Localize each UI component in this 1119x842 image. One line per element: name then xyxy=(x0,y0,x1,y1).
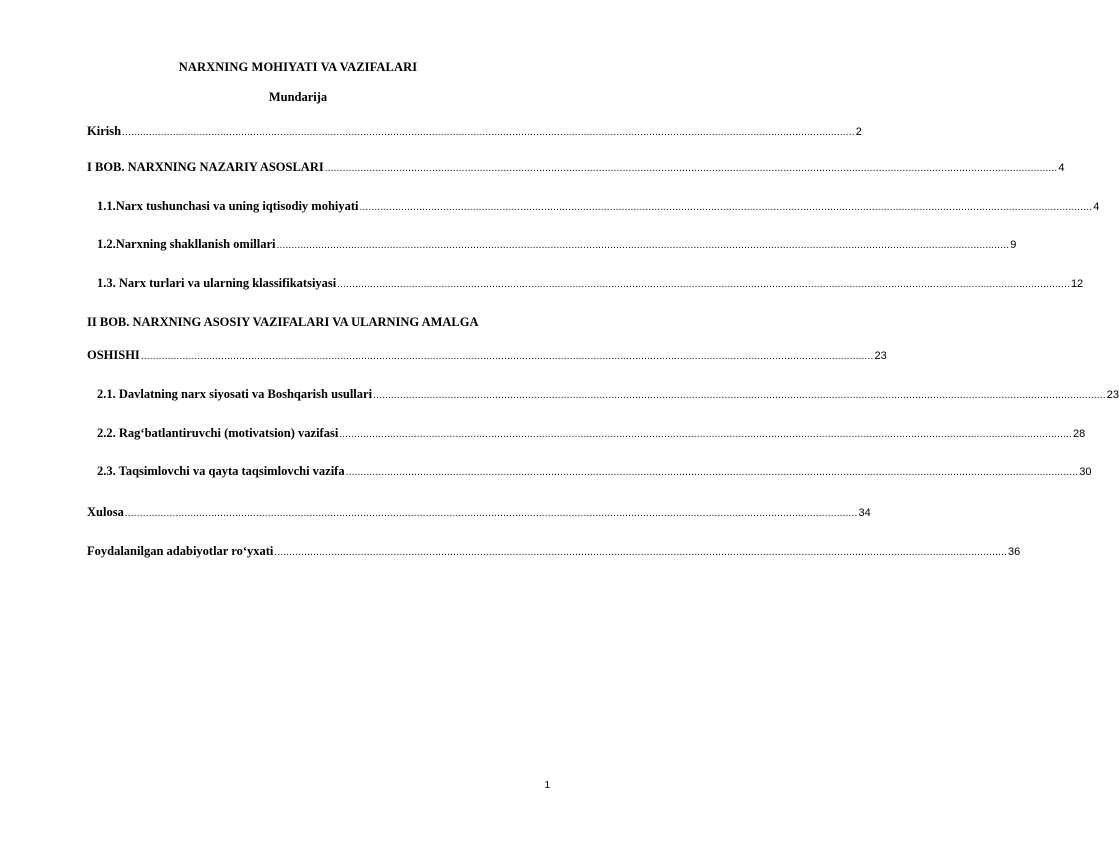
toc-leader-dots: ...................................................................................................................................................................................................................................................... xyxy=(324,163,1058,174)
toc-entry-page: 4 xyxy=(1093,201,1100,213)
toc-entry-bibliography[interactable] xyxy=(87,543,1021,561)
toc-entry-page: 23 xyxy=(874,350,887,362)
toc-entry-label: I BOB. NARXNING NAZARIY ASOSLARI xyxy=(87,160,324,174)
toc-leader-dots: ...................................................................................................................................................................................................................................................... xyxy=(339,429,1072,440)
toc-entry-label: 2.1. Davlatning narx siyosati va Boshqarish usullari xyxy=(97,387,373,401)
toc-leader-dots: ...................................................................................................................................................................................................................................................... xyxy=(122,127,855,138)
toc-entry-page: 2 xyxy=(855,126,862,138)
toc-entry-xulosa[interactable] xyxy=(87,504,871,522)
page-number: 1 xyxy=(544,780,550,791)
toc-leader-dots: ...................................................................................................................................................................................................................................................... xyxy=(276,240,1010,251)
toc-entry-section-1-3[interactable] xyxy=(97,275,1084,293)
toc-entry-page: 28 xyxy=(1072,428,1086,440)
toc-entry-page: 34 xyxy=(858,507,871,519)
toc-entry-section-2-2[interactable] xyxy=(97,425,1086,443)
toc-entry-page: 4 xyxy=(1058,162,1065,174)
toc-entry-label: OSHISHI xyxy=(87,348,140,362)
toc-entry-label: 2.2. Rag‘batlantiruvchi (motivatsion) vazifasi xyxy=(97,426,339,440)
toc-entry-page: 36 xyxy=(1008,546,1021,558)
toc-entry-kirish[interactable] xyxy=(87,123,862,141)
toc-leader-dots: ...................................................................................................................................................................................................................................................... xyxy=(124,508,858,519)
toc-heading: Mundarija xyxy=(268,90,328,104)
toc-leader-dots: ...................................................................................................................................................................................................................................................... xyxy=(359,202,1093,213)
toc-entry-chapter-2[interactable] xyxy=(87,347,887,365)
toc-entry-page: 23 xyxy=(1106,389,1119,401)
toc-entry-page: 30 xyxy=(1079,466,1092,478)
toc-leader-dots: ...................................................................................................................................................................................................................................................... xyxy=(140,351,874,362)
toc-entry-label: Narxning shakllanish omillari xyxy=(115,237,276,251)
toc-leader-dots: ...................................................................................................................................................................................................................................................... xyxy=(373,390,1106,401)
toc-leader-dots: ...................................................................................................................................................................................................................................................... xyxy=(274,547,1008,558)
toc-entry-section-2-3[interactable] xyxy=(97,463,1092,481)
toc-entry-number: 1.2. xyxy=(97,237,116,251)
toc-entry-chapter-2-line1[interactable]: II BOB. NARXNING ASOSIY VAZIFALARI VA ULARNING AMALGA xyxy=(87,315,479,329)
toc-entry-number: 1.1. xyxy=(97,199,116,213)
page-title: NARXNING MOHIYATI VA VAZIFALARI xyxy=(178,60,418,74)
toc-entry-section-2-1[interactable] xyxy=(97,386,1119,404)
toc-entry-section-1-1[interactable] xyxy=(97,198,1100,216)
toc-entry-label: Kirish xyxy=(87,124,122,138)
toc-entry-section-1-2[interactable] xyxy=(97,236,1017,254)
toc-entry-chapter-1[interactable] xyxy=(87,159,1065,177)
toc-entry-page: 9 xyxy=(1010,239,1017,251)
toc-leader-dots: ...................................................................................................................................................................................................................................................... xyxy=(337,279,1070,290)
toc-entry-label: Xulosa xyxy=(87,505,124,519)
toc-entry-page: 12 xyxy=(1070,278,1084,290)
toc-leader-dots: ...................................................................................................................................................................................................................................................... xyxy=(345,467,1079,478)
toc-entry-label: Foydalanilgan adabiyotlar ro‘yxati xyxy=(87,544,274,558)
toc-entry-label: 1.3. Narx turlari va ularning klassifikatsiyasi xyxy=(97,276,337,290)
toc-entry-label: Narx tushunchasi va uning iqtisodiy mohiyati xyxy=(115,199,359,213)
toc-entry-label: 2.3. Taqsimlovchi va qayta taqsimlovchi vazifa xyxy=(97,464,345,478)
